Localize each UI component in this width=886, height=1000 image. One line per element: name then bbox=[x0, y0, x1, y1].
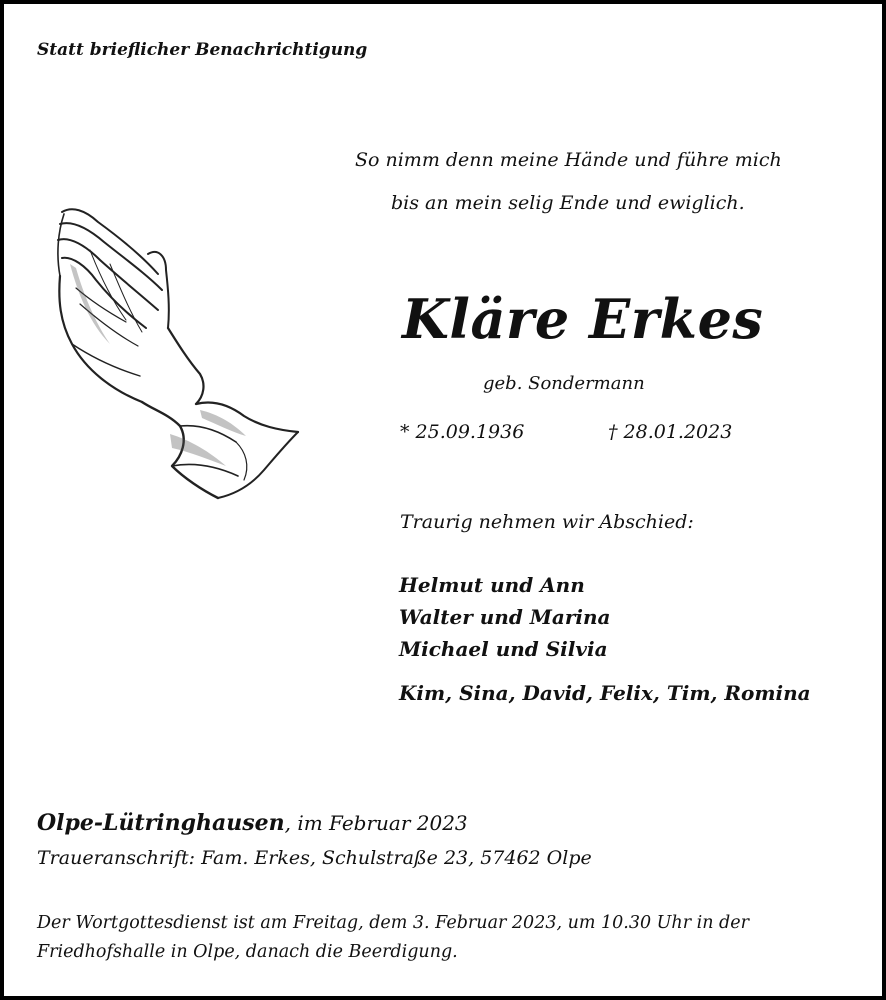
notice-date: , im Februar 2023 bbox=[284, 811, 468, 835]
service-info: Der Wortgottesdienst ist am Freitag, dem 3. Februar 2023, um 10.30 Uhr in der Friedhofshalle in Olpe, danach die Beerdigung. bbox=[37, 913, 749, 962]
birth-date: * 25.09.1936 bbox=[400, 421, 525, 443]
place-name: Olpe-Lütringhausen bbox=[37, 810, 285, 836]
mourners-intro: Traurig nehmen wir Abschied: bbox=[400, 511, 694, 533]
verse-line-1: So nimm denn meine Hände und führe mich bbox=[355, 149, 782, 171]
mourner-line: Walter und Marina bbox=[399, 605, 611, 629]
mourner-line: Helmut und Ann bbox=[399, 573, 585, 597]
verse-line-2: bis an mein selig Ende und ewiglich. bbox=[391, 192, 745, 214]
mourner-line: Michael und Silvia bbox=[399, 637, 608, 661]
praying-hands-icon bbox=[50, 204, 305, 504]
place-date-line bbox=[37, 810, 468, 836]
notice-header: Statt brieflicher Benachrichtigung bbox=[37, 40, 368, 60]
birth-name: geb. Sondermann bbox=[483, 373, 645, 394]
mourning-address: Traueranschrift: Fam. Erkes, Schulstraße 23, 57462 Olpe bbox=[37, 847, 592, 869]
deceased-name: Kläre Erkes bbox=[402, 287, 764, 351]
grandchildren-line: Kim, Sina, David, Felix, Tim, Romina bbox=[399, 681, 811, 705]
death-date: † 28.01.2023 bbox=[608, 421, 733, 443]
